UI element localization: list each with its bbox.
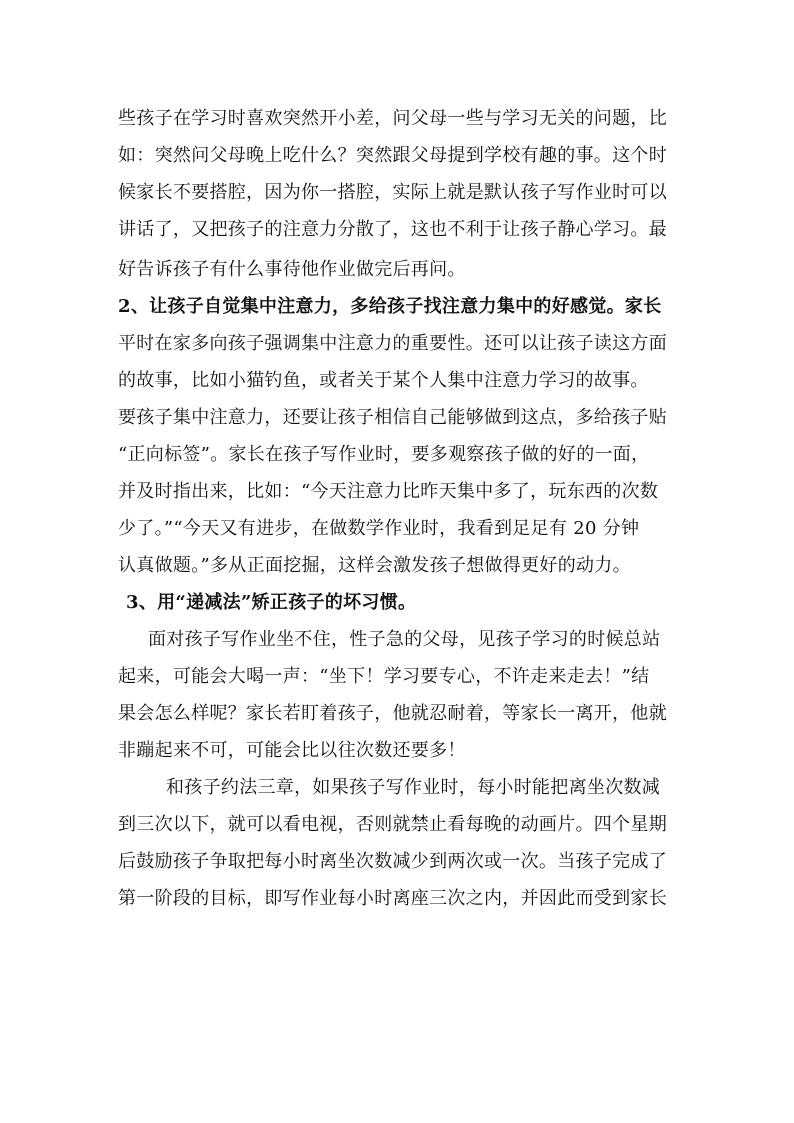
paragraph-line: 认真做题。”多从正面挖掘，这样会激发孩子想做得更好的动力。: [118, 555, 631, 576]
numbered-heading-3: 3、用“递减法”矫正孩子的坏习惯。: [126, 592, 417, 613]
paragraph-line: 第一阶段的目标，即写作业每小时离座三次之内，并因此而受到家长: [118, 888, 667, 909]
paragraph-line: 并及时指出来，比如：“今天注意力比昨天集中多了，玩东西的次数: [118, 481, 659, 502]
paragraph-line: 后鼓励孩子争取把每小时离坐次数减少到两次或一次。当孩子完成了: [118, 851, 667, 872]
numbered-heading-2: 2、让孩子自觉集中注意力，多给孩子找注意力集中的好感觉。家长: [118, 296, 662, 317]
paragraph-line: 面对孩子写作业坐不住，性子急的父母，见孩子学习的时候总站: [148, 629, 661, 650]
paragraph-line: 要孩子集中注意力，还要让孩子相信自己能够做到这点，多给孩子贴: [118, 407, 667, 428]
paragraph-line: 如：突然问父母晚上吃什么？突然跟父母提到学校有趣的事。这个时: [118, 145, 667, 166]
paragraph-line: 好告诉孩子有什么事待他作业做完后再问。: [118, 259, 466, 280]
paragraph-line: 讲话了，又把孩子的注意力分散了，这也不利于让孩子静心学习。最: [118, 219, 667, 240]
paragraph-line: 些孩子在学习时喜欢突然开小差，问父母一些与学习无关的问题，比: [118, 108, 667, 129]
paragraph-line: 的故事，比如小猫钓鱼，或者关于某个人集中注意力学习的故事。: [118, 370, 649, 391]
paragraph-line: “正向标签”。家长在孩子写作业时，要多观察孩子做的好的一面，: [118, 444, 650, 465]
paragraph-line: 果会怎么样呢？家长若盯着孩子，他就忍耐着，等家长一离开，他就: [118, 703, 667, 724]
paragraph-line: 非蹦起来不可，可能会比以往次数还要多！: [118, 740, 466, 761]
paragraph-line: 和孩子约法三章，如果孩子写作业时，每小时能把离坐次数减: [166, 777, 661, 798]
paragraph-line: 平时在家多向孩子强调集中注意力的重要性。还可以让孩子读这方面: [118, 333, 667, 354]
paragraph-line: 起来，可能会大喝一声：“坐下！学习要专心，不许走来走去！”结: [118, 666, 650, 687]
paragraph-line: 到三次以下，就可以看电视，否则就禁止看每晚的动画片。四个星期: [118, 814, 667, 835]
paragraph-line: 少了。”“今天又有进步，在做数学作业时，我看到足足有 20 分钟: [118, 518, 640, 539]
paragraph-line: 候家长不要搭腔，因为你一搭腔，实际上就是默认孩子写作业时可以: [118, 182, 667, 203]
